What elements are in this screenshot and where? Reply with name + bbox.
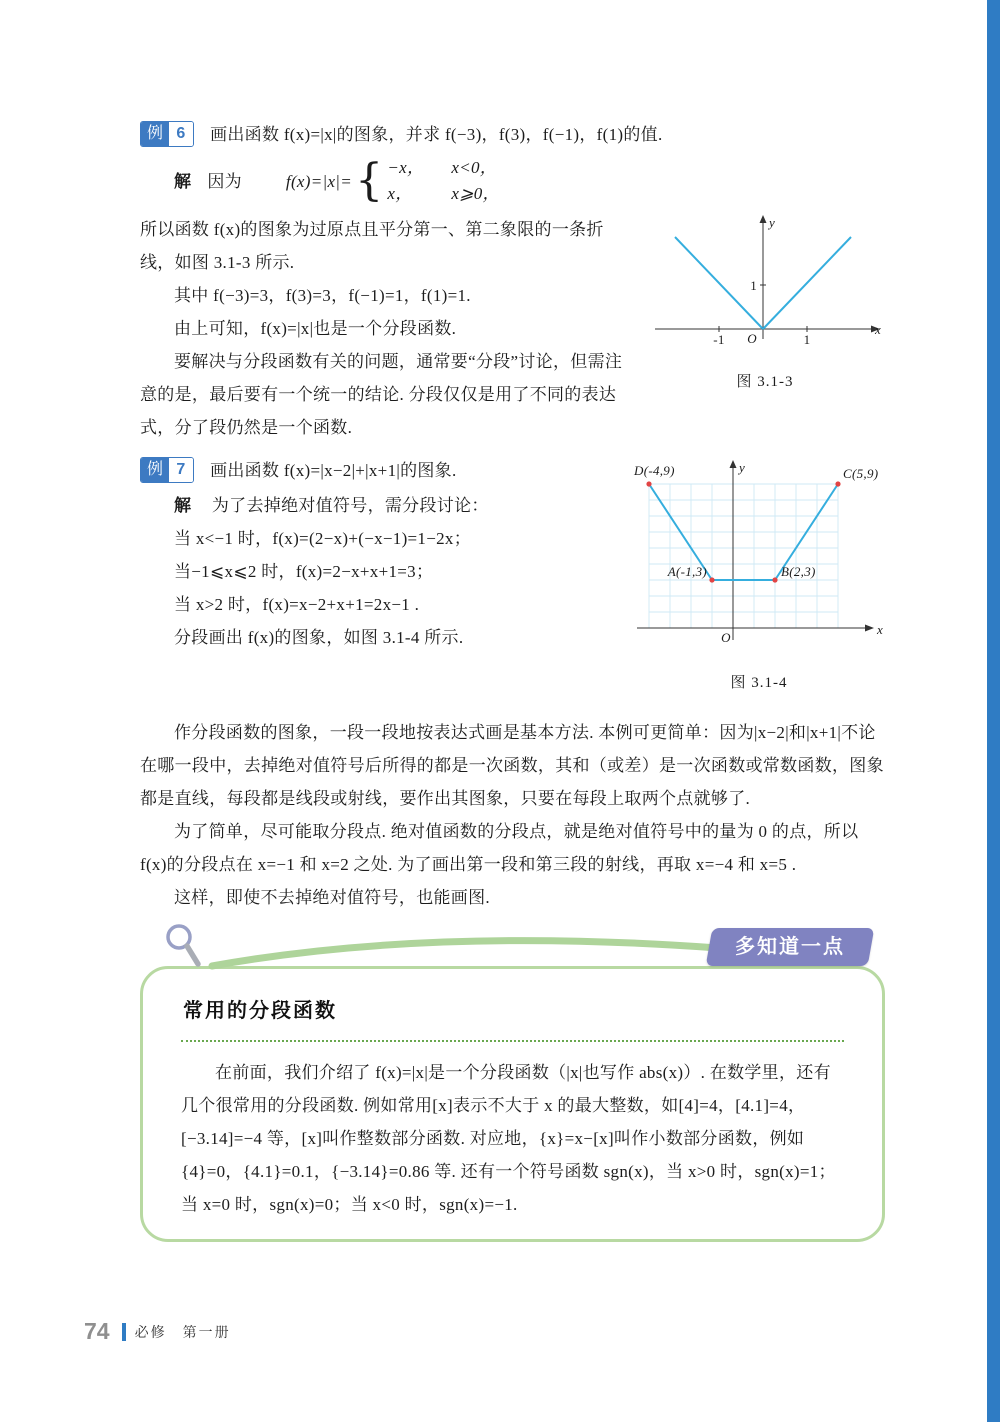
example-7-conclusion: 分段画出 f(x)的图象，如图 3.1-4 所示. (174, 628, 464, 647)
discussion-para1: 作分段函数的图象，一段一段地按表达式画是基本方法. 本例可更简单：因为|x−2|和|x+1|不论在哪一段中，去掉绝对值符号后所得的都是一次函数，其和（或差）是一次函数或常数函数，图象都是直线，每段都是线段或射线，要作出其图象，只要在每段上取两个点就够了. (140, 723, 884, 808)
because-text: 因为 (207, 171, 242, 191)
solve-label: 解 (174, 496, 192, 515)
page-footer (84, 1318, 231, 1345)
point-D-label: D(-4,9) (634, 463, 675, 478)
example-badge-label: 例 (141, 122, 169, 146)
case-1-expr: −x， (387, 158, 425, 177)
know-more-box (140, 966, 885, 1242)
piecewise-cases (387, 155, 500, 207)
solve-label: 解 (174, 171, 192, 191)
point-B-label: B(2,3) (781, 564, 816, 579)
solution-intro-text: 为了去掉绝对值符号，需分段讨论： (211, 496, 489, 515)
y-axis-arrow (730, 460, 737, 468)
point-C-label: C(5,9) (843, 466, 879, 481)
example-badge-label: 例 (141, 458, 169, 482)
case-2-expr: x， (387, 184, 413, 203)
know-more-body: 在前面，我们介绍了 f(x)=|x|是一个分段函数（|x|也写作 abs(x)）. 在数学里，还有几个很常用的分段函数. 例如常用[x]表示不大于 x 的最大整数，如[4]=4，[4.1]=4，[−3.14]=−4 等，[x]叫作整数部分函数. 对应地，{x}=x−[x]叫作小数部分函数，例如{4}=0，{4.1}=0.1，{−3.14}=0.86 等. 还有一个符号函数 sgn(x)，当 x>0 时，sgn(x)=1；当 x=0 时，sgn(x)=0；当 x<0 时，sgn(x)=−1. (181, 1063, 836, 1214)
piecewise-lhs: f(x)=|x|= (285, 171, 353, 191)
point-C (835, 481, 840, 486)
know-more-title: 常用的分段函数 (181, 985, 844, 1042)
tick-label-1: 1 (803, 332, 811, 347)
example-6-para4: 要解决与分段函数有关的问题，通常要“分段”讨论，但需注意的是，最后要有一个统一的结论. 分段仅仅是用了不同的表达式，分了段仍然是一个函数. (140, 352, 623, 437)
arrow-right-icon (206, 928, 772, 976)
page-content (140, 118, 885, 1242)
point-B (772, 577, 777, 582)
tick-label-y1: 1 (750, 278, 757, 293)
case-1-cond: x<0， (451, 158, 498, 177)
example-7-case2: 当−1⩽x⩽2 时，f(x)=2−x+x+1=3； (174, 562, 434, 581)
example-badge-number: 6 (169, 122, 192, 146)
discussion-para2: 为了简单，尽可能取分段点. 绝对值函数的分段点，就是绝对值符号中的量为 0 的点，所以 f(x)的分段点在 x=−1 和 x=2 之处. 为了画出第一段和第三段的射线，再取 x=−4 和 x=5 . (140, 822, 859, 874)
x-axis-label: x (875, 322, 882, 337)
know-more-badge-label: 多知道一点 (735, 936, 845, 958)
point-D (646, 481, 651, 486)
example-6-solution-formula (174, 155, 885, 207)
origin-label: O (721, 630, 731, 645)
example-6-para3: 由上可知，f(x)=|x|也是一个分段函数. (174, 319, 457, 338)
graph-line-right (763, 237, 851, 329)
example-badge-number: 7 (169, 458, 192, 482)
grid-vertical-lines (649, 484, 838, 628)
tick-label-neg1: -1 (713, 332, 725, 347)
discussion-para3: 这样，即使不去掉绝对值符号，也能画图. (174, 888, 490, 907)
x-axis-arrow (865, 625, 874, 632)
point-A (709, 577, 714, 582)
footer-divider-bar (122, 1323, 126, 1341)
abs-function-graph (645, 213, 885, 353)
page-edge-stripe (987, 0, 1000, 1422)
piecewise-brace: { (355, 155, 384, 206)
case-2-cond: x⩾0， (451, 184, 500, 203)
magnifier-icon (162, 922, 204, 970)
figure-3-1-3-caption: 图 3.1-3 (736, 374, 794, 390)
piecewise-case-row (387, 181, 500, 207)
piecewise-case-row (387, 155, 500, 181)
example-6-title: 画出函数 f(x)=|x|的图象，并求 f(−3)，f(3)，f(−1)，f(1)的值. (210, 125, 663, 144)
figure-3-1-4 (633, 458, 885, 700)
grid-horizontal-lines (649, 484, 838, 628)
figure-3-1-3 (645, 213, 885, 399)
piecewise-graph (633, 458, 885, 654)
discussion-section (140, 716, 885, 914)
y-axis-arrow (760, 215, 767, 223)
example-6-para2: 其中 f(−3)=3，f(3)=3，f(−1)=1，f(1)=1. (174, 286, 471, 305)
origin-label: O (747, 331, 757, 346)
example-6-header (140, 118, 885, 151)
know-more-badge (706, 928, 875, 966)
page-number: 74 (84, 1318, 110, 1344)
example-7-section (140, 454, 885, 708)
point-A-label: A(-1,3) (667, 564, 707, 579)
example-6-section (140, 118, 885, 444)
example-6-badge (140, 121, 194, 147)
example-7-case3: 当 x>2 时，f(x)=x−2+x+1=2x−1 . (174, 595, 420, 614)
x-axis-label: x (877, 622, 884, 637)
y-axis-label: y (769, 215, 776, 230)
footer-book-title: 必修 第一册 (134, 1323, 231, 1340)
example-6-para1: 所以函数 f(x)的图象为过原点且平分第一、第二象限的一条折线，如图 3.1-3 所示. (140, 220, 604, 272)
figure-3-1-4-caption: 图 3.1-4 (730, 675, 788, 691)
example-7-title: 画出函数 f(x)=|x−2|+|x+1|的图象. (210, 461, 457, 480)
y-axis-label: y (739, 460, 746, 475)
example-7-case1: 当 x<−1 时，f(x)=(2−x)+(−x−1)=1−2x； (174, 529, 472, 548)
example-7-badge (140, 457, 194, 483)
